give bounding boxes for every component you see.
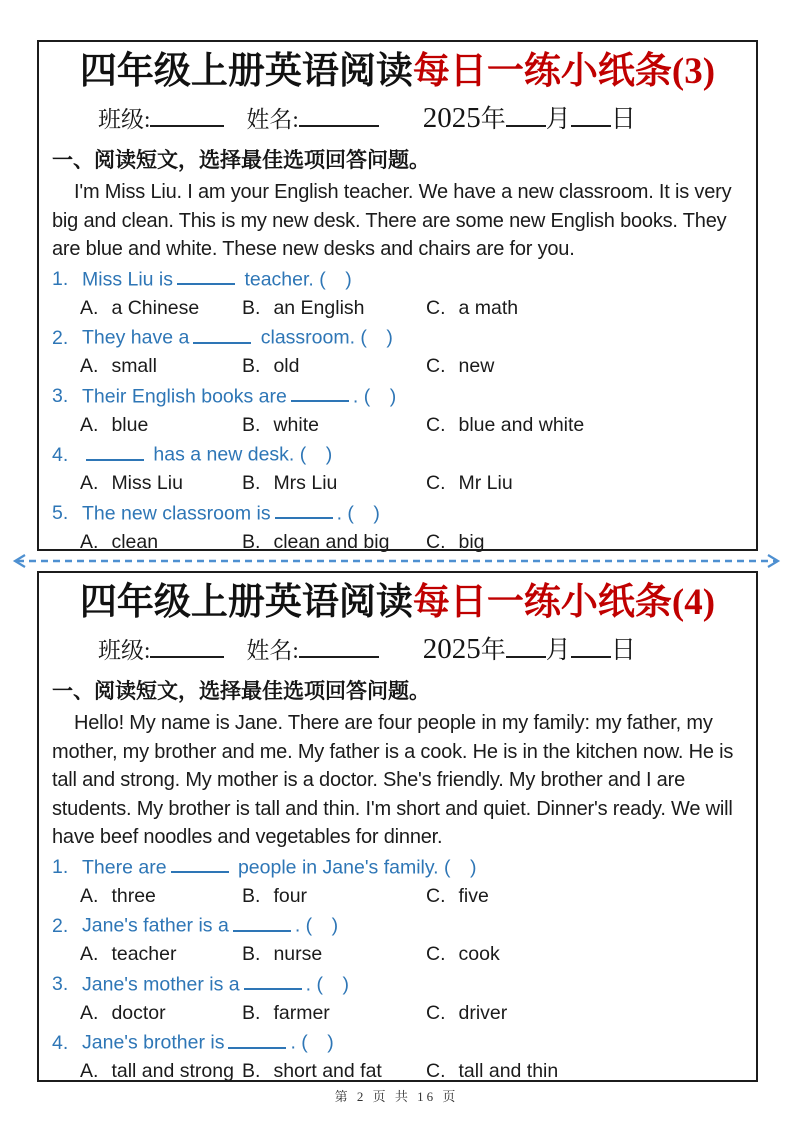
option-c: [426, 411, 584, 440]
option-c: [426, 882, 489, 911]
answer-blank: [228, 1027, 286, 1049]
option-text: big: [458, 530, 485, 553]
question-2-options: [52, 352, 743, 381]
option-letter: A.: [80, 1001, 99, 1024]
student-info-line: [52, 101, 743, 137]
month-blank: [506, 102, 546, 127]
option-b: [242, 352, 426, 381]
option-text: Mrs Liu: [273, 472, 338, 494]
section-instruction: 一、阅读短文，选择最佳选项回答问题。: [52, 680, 430, 703]
answer-blank: [86, 439, 144, 461]
option-letter: C.: [426, 1060, 446, 1082]
option-letter: A.: [80, 472, 99, 494]
section-instruction: 一、阅读短文，选择最佳选项回答问题。: [52, 149, 430, 172]
option-letter: B.: [242, 943, 261, 965]
page-number-footer: 第 2 页 共 16 页: [334, 1089, 459, 1104]
option-letter: A.: [80, 355, 99, 377]
option-b: [242, 411, 426, 440]
question-post-text: . ( ): [305, 973, 349, 995]
option-text: driver: [458, 1001, 508, 1024]
month-blank: [506, 633, 546, 658]
option-b: [242, 940, 426, 969]
option-a: [80, 1057, 242, 1086]
option-b: [242, 882, 426, 911]
option-letter: C.: [426, 530, 446, 553]
option-b: [242, 1057, 426, 1086]
answer-blank: [177, 264, 235, 286]
question-1-options: [52, 294, 743, 323]
option-a: [80, 469, 242, 498]
month-unit: 月: [545, 106, 571, 133]
question-number: 4.: [52, 1031, 69, 1054]
question-post-text: teacher. ( ): [239, 268, 352, 290]
question-number: 2.: [52, 326, 69, 349]
option-letter: A.: [80, 943, 99, 965]
option-text: blue: [111, 413, 149, 436]
question-3-text: [52, 969, 743, 999]
question-5-text: [52, 498, 743, 528]
slip-title: [52, 48, 743, 96]
date-year: 2025: [422, 102, 481, 134]
option-c: [426, 469, 513, 498]
option-text: clean: [111, 530, 159, 553]
question-number: 4.: [52, 443, 69, 466]
answer-blank: [193, 322, 251, 344]
question-number: 2.: [52, 914, 69, 937]
option-a: [80, 940, 242, 969]
option-letter: A.: [80, 884, 99, 907]
class-label: 班级:: [98, 638, 151, 663]
day-blank: [571, 102, 611, 127]
option-letter: A.: [80, 1060, 99, 1082]
question-number: 3.: [52, 973, 69, 995]
question-post-text: people in Jane's family. ( ): [232, 856, 477, 878]
option-a: [80, 411, 242, 440]
option-text: three: [111, 884, 156, 907]
option-text: tall and thin: [458, 1060, 559, 1082]
worksheet-slip-4: [37, 571, 758, 1082]
option-text: cook: [458, 943, 500, 965]
option-text: nurse: [273, 943, 323, 965]
option-letter: A.: [80, 296, 99, 319]
year-unit: 年: [480, 106, 506, 133]
reading-passage: Hello! My name is Jane. There are four people in my family: my father, my mother, my brother and me. My father is a cook. He is in the kitchen now. He is tall and strong. My mother is a doctor. She's friendly. My brother and I are students. My brother is tall and thin. I'm short and quiet. Dinner's ready. We will have beef noodles and vegetables for dinner.: [52, 712, 734, 848]
answer-blank: [233, 910, 291, 932]
slip-title-black: 四年级上册英语阅读: [79, 51, 413, 92]
month-unit: 月: [545, 637, 571, 664]
option-text: five: [458, 884, 489, 907]
slip-title: [52, 579, 743, 627]
questions-list: [52, 852, 743, 1086]
question-4-options: [52, 469, 743, 498]
option-text: Mr Liu: [458, 472, 513, 494]
question-4-text: [52, 1027, 743, 1057]
option-a: [80, 999, 242, 1028]
question-4-text: [52, 439, 743, 469]
worksheet-slip-3: [37, 40, 758, 551]
option-text: clean and big: [273, 530, 390, 553]
question-number: 1.: [52, 856, 69, 878]
name-blank: [299, 633, 379, 658]
option-letter: A.: [80, 413, 99, 436]
option-text: new: [458, 355, 495, 377]
date-year: 2025: [422, 633, 481, 665]
question-3-options: [52, 411, 743, 440]
option-text: a Chinese: [111, 296, 200, 319]
option-letter: B.: [242, 530, 261, 553]
question-number: 3.: [52, 385, 69, 407]
option-letter: B.: [242, 472, 261, 494]
option-letter: B.: [242, 296, 261, 319]
answer-blank: [291, 381, 349, 403]
option-a: [80, 882, 242, 911]
question-post-text: . ( ): [290, 1031, 334, 1054]
option-text: small: [111, 355, 157, 377]
option-c: [426, 294, 518, 323]
question-pre-text: Jane's mother is a: [82, 973, 240, 995]
question-number: 5.: [52, 502, 69, 524]
name-blank: [299, 102, 379, 127]
questions-list: [52, 264, 743, 557]
reading-passage: I'm Miss Liu. I am your English teacher. We have a new classroom. It is very big and clean. This is my new desk. There are some new English books. They are blue and white. These new desks and chairs are for you.: [52, 181, 732, 260]
question-1-text: [52, 264, 743, 294]
answer-blank: [244, 969, 302, 991]
option-text: a math: [458, 296, 519, 319]
question-pre-text: They have a: [82, 326, 190, 349]
cut-line-separator: [0, 552, 793, 570]
slip-title-black: 四年级上册英语阅读: [79, 582, 413, 623]
question-number: 1.: [52, 268, 69, 290]
option-letter: C.: [426, 943, 446, 965]
answer-blank: [171, 852, 229, 874]
option-text: old: [273, 355, 300, 377]
option-text: tall and strong: [111, 1060, 234, 1082]
option-letter: B.: [242, 1060, 261, 1082]
day-unit: 日: [610, 637, 636, 664]
class-blank: [150, 633, 224, 658]
option-a: [80, 294, 242, 323]
question-post-text: . ( ): [294, 914, 339, 937]
name-label: 姓名:: [246, 107, 299, 132]
slip-title-red: 每日一练小纸条(3): [412, 51, 716, 92]
option-letter: C.: [426, 472, 446, 494]
question-post-text: classroom. ( ): [255, 326, 393, 349]
option-text: four: [273, 884, 308, 907]
question-2-text: [52, 322, 743, 352]
year-unit: 年: [480, 637, 506, 664]
question-1-text: [52, 852, 743, 882]
option-letter: B.: [242, 413, 261, 436]
option-letter: B.: [242, 355, 261, 377]
option-letter: C.: [426, 355, 446, 377]
option-letter: B.: [242, 884, 261, 907]
question-2-options: [52, 940, 743, 969]
slip-title-red: 每日一练小纸条(4): [412, 582, 716, 623]
class-label: 班级:: [98, 107, 151, 132]
question-2-text: [52, 910, 743, 940]
option-c: [426, 1057, 558, 1086]
question-3-options: [52, 999, 743, 1028]
day-blank: [571, 633, 611, 658]
question-1-options: [52, 882, 743, 911]
option-letter: C.: [426, 296, 446, 319]
option-text: short and fat: [273, 1060, 382, 1082]
name-label: 姓名:: [246, 638, 299, 663]
option-text: blue and white: [458, 413, 585, 436]
option-text: farmer: [273, 1001, 330, 1024]
question-pre-text: Jane's brother is: [82, 1031, 225, 1054]
question-post-text: . ( ): [336, 502, 380, 524]
option-b: [242, 294, 426, 323]
option-letter: C.: [426, 413, 446, 436]
option-text: Miss Liu: [111, 472, 183, 494]
option-letter: C.: [426, 1001, 446, 1024]
day-unit: 日: [610, 106, 636, 133]
question-3-text: [52, 381, 743, 411]
question-post-text: has a new desk. ( ): [148, 443, 333, 466]
option-b: [242, 469, 426, 498]
question-pre-text: Miss Liu is: [82, 268, 174, 290]
answer-blank: [275, 498, 333, 520]
option-c: [426, 352, 494, 381]
option-a: [80, 352, 242, 381]
question-pre-text: Jane's father is a: [82, 914, 229, 937]
question-post-text: . ( ): [352, 385, 397, 407]
option-text: an English: [273, 296, 365, 319]
question-pre-text: There are: [82, 856, 167, 878]
option-text: teacher: [111, 943, 177, 965]
question-4-options: [52, 1057, 743, 1086]
option-text: white: [273, 413, 319, 436]
option-c: [426, 940, 500, 969]
option-b: [242, 999, 426, 1028]
option-letter: A.: [80, 530, 99, 553]
option-text: doctor: [111, 1001, 166, 1024]
question-pre-text: Their English books are: [82, 385, 287, 407]
option-c: [426, 999, 507, 1028]
option-letter: C.: [426, 884, 446, 907]
student-info-line: [52, 632, 743, 668]
class-blank: [150, 102, 224, 127]
question-pre-text: The new classroom is: [82, 502, 271, 524]
option-letter: B.: [242, 1001, 261, 1024]
